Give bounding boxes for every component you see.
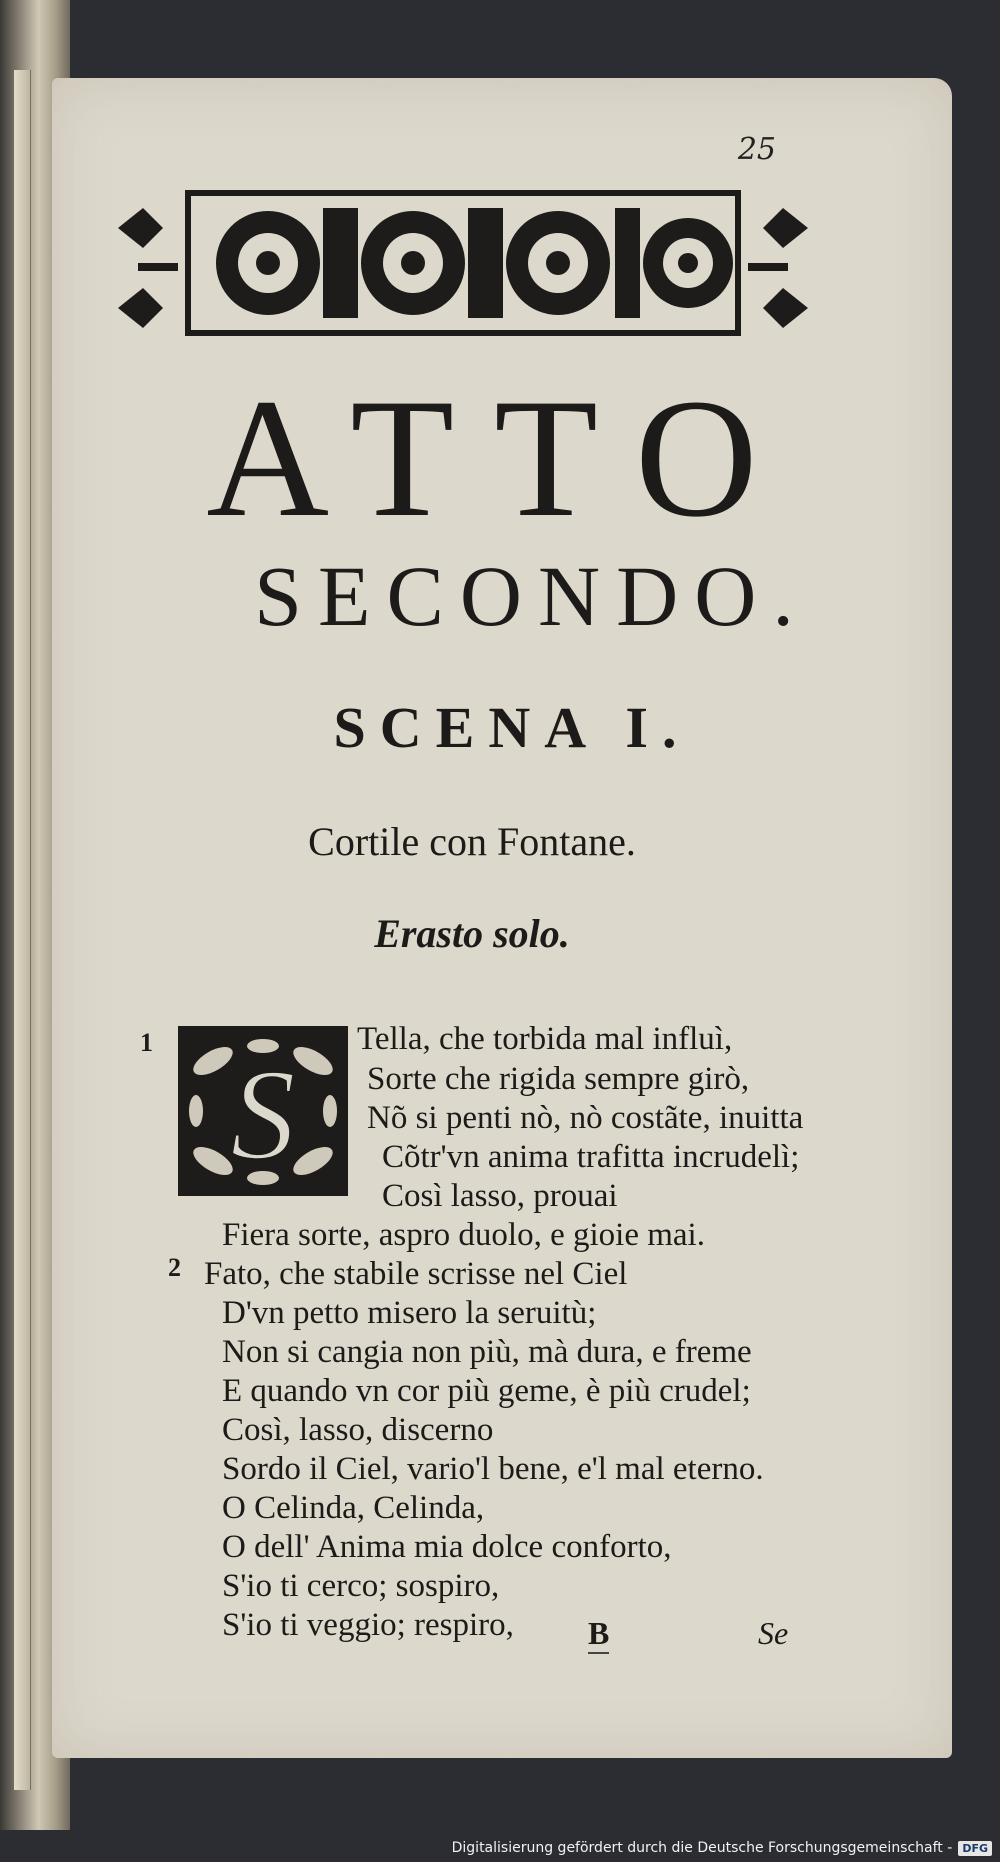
verse-line: D'vn petto misero la seruitù; [222, 1295, 597, 1331]
stanza-marker: 1 [140, 1028, 153, 1057]
drop-cap-initial [178, 1026, 348, 1196]
act-title: ATTO [206, 364, 798, 552]
stanza-marker: 2 [168, 1253, 181, 1282]
svg-text:S: S [230, 1043, 296, 1187]
dfg-logo: DFG [958, 1841, 992, 1856]
verse-line: Non si cangia non più, mà dura, e freme [222, 1334, 752, 1370]
verse-line: Sorte che rigida sempre girò, [367, 1061, 750, 1097]
signature-mark: B [588, 1615, 609, 1654]
verse-line: S'io ti cerco; sospiro, [222, 1568, 500, 1604]
verse-line: Sordo il Ciel, vario'l bene, e'l mal eterno. [222, 1451, 764, 1487]
verse-line: E quando vn cor più geme, è più crudel; [222, 1373, 751, 1409]
book-page [52, 78, 952, 1758]
digitization-footer [452, 1840, 992, 1856]
verse-line: O Celinda, Celinda, [222, 1490, 485, 1526]
verse-line: Così, lasso, discerno [222, 1412, 494, 1448]
ornament-headpiece [118, 168, 808, 358]
verse-line: S'io ti veggio; respiro, [222, 1607, 514, 1643]
verse-line: Fiera sorte, aspro duolo, e gioie mai. [222, 1217, 705, 1253]
catchword: Se [758, 1615, 789, 1651]
verse-line: Tella, che torbida mal influì, [357, 1021, 733, 1057]
verse-line: O dell' Anima mia dolce conforto, [222, 1529, 672, 1565]
verse-line: Cõtr'vn anima trafitta incrudelì; [382, 1139, 800, 1175]
scene-title: SCENA I. [333, 695, 691, 760]
page-number: 25 [737, 132, 776, 167]
act-subtitle: SECONDO. [254, 548, 810, 644]
verse-line: Nõ si penti nò, nò costãte, inuitta [367, 1100, 804, 1136]
character-heading: Erasto solo. [374, 911, 570, 956]
verse-line: Fato, che stabile scrisse nel Ciel [204, 1256, 628, 1292]
verse-line: Così lasso, prouai [382, 1178, 618, 1214]
page-edge-fold [14, 70, 31, 1790]
footer-text: Digitalisierung gefördert durch die Deutsche Forschungsgemeinschaft - [451, 1840, 953, 1856]
scene-setting: Cortile con Fontane. [308, 819, 636, 864]
